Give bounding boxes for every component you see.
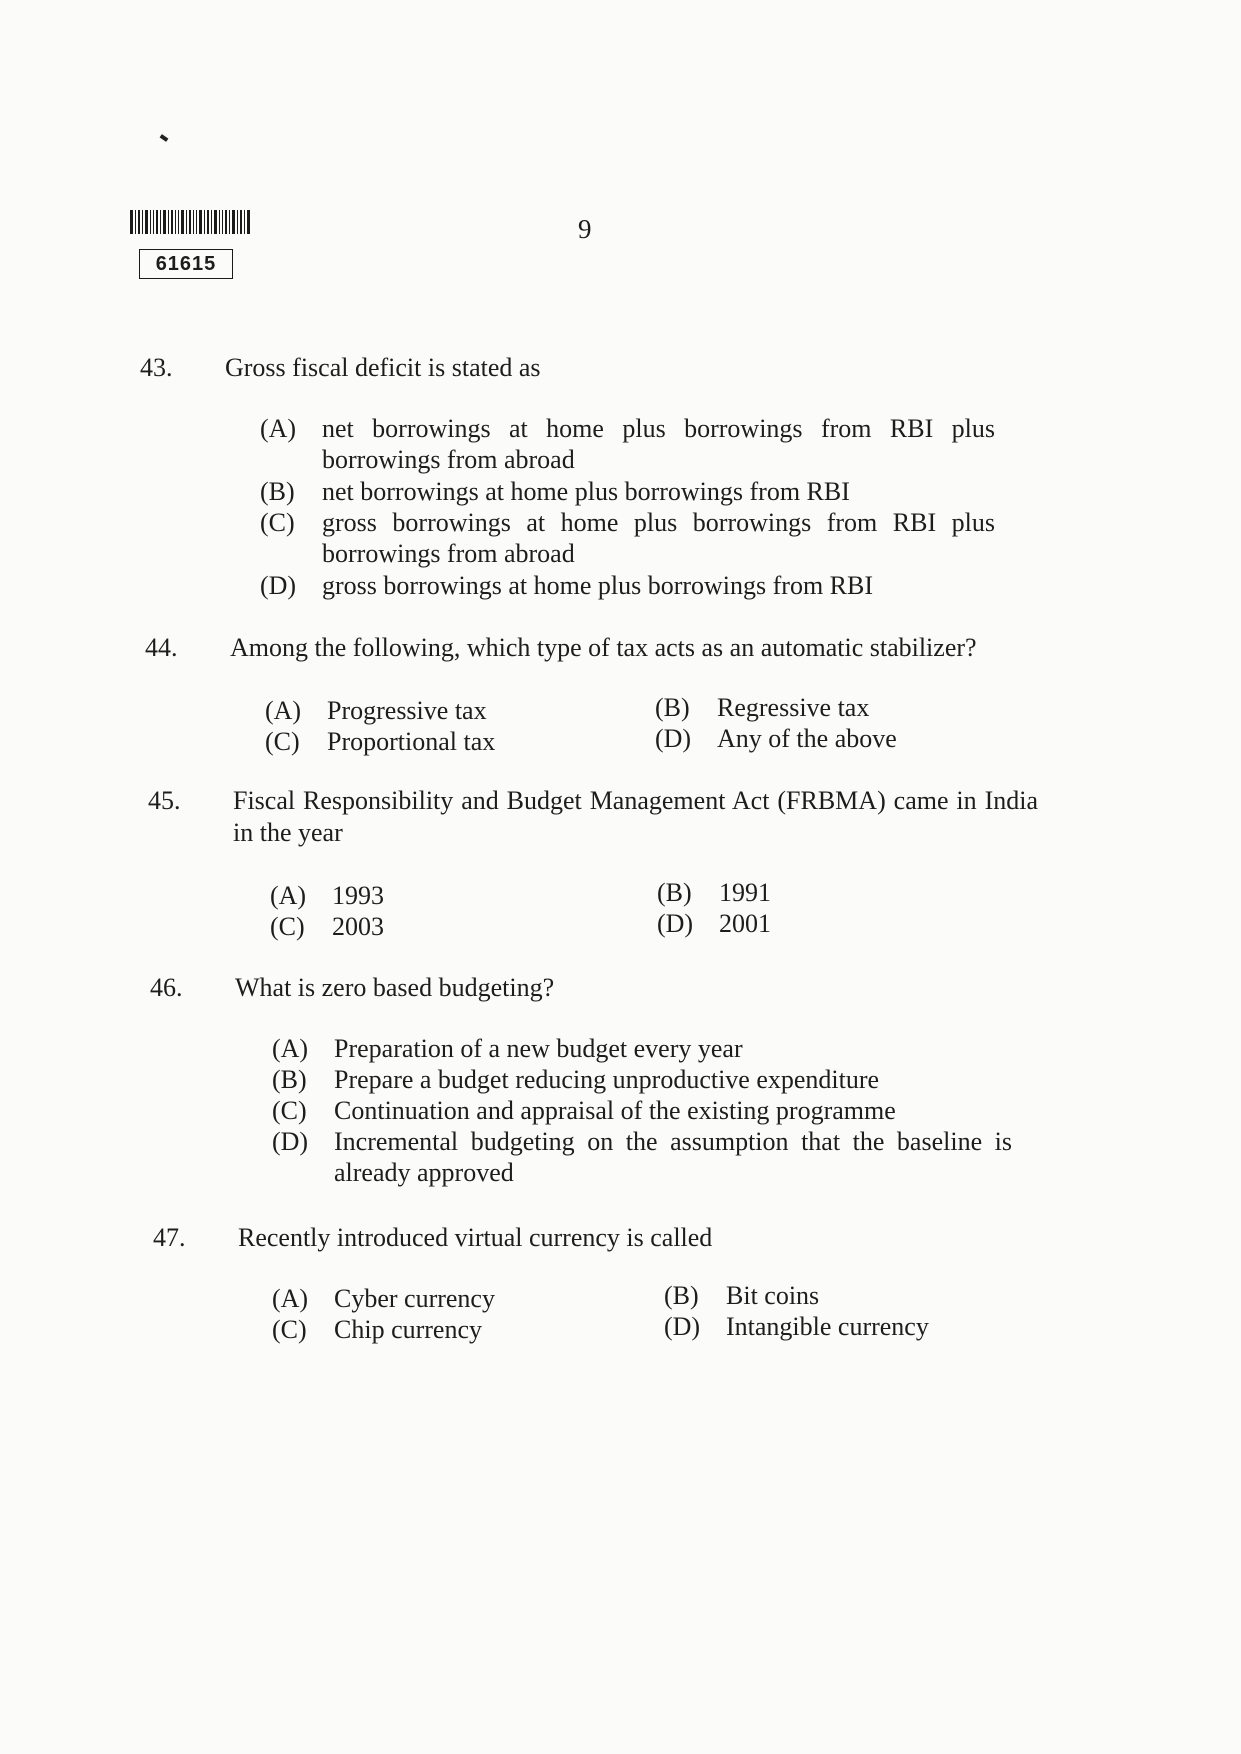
barcode-bar	[237, 210, 238, 234]
option-label: (C)	[272, 1096, 307, 1125]
question	[148, 785, 1048, 857]
barcode-bar	[163, 210, 166, 234]
option	[270, 911, 650, 942]
option	[657, 877, 1037, 908]
question-number: 44.	[145, 633, 178, 662]
barcode-bar	[186, 210, 187, 234]
option	[260, 476, 995, 507]
option	[272, 1095, 1012, 1126]
barcode-bar	[199, 210, 202, 234]
option-text: Any of the above	[717, 724, 897, 753]
barcode-bar	[193, 210, 194, 234]
option-label: (D)	[664, 1312, 701, 1341]
option	[272, 1283, 652, 1314]
option-label: (C)	[260, 508, 295, 537]
barcode-bar	[142, 210, 143, 234]
barcode-bar	[225, 210, 227, 234]
option-label: (B)	[664, 1281, 699, 1310]
option-label: (A)	[265, 696, 302, 725]
barcode-bar	[222, 210, 223, 234]
option-text: 2001	[719, 909, 771, 938]
question-number: 43.	[140, 353, 173, 382]
barcode-bar	[204, 210, 205, 234]
option-label: (B)	[657, 878, 692, 907]
barcode-bar	[214, 210, 217, 234]
option-label: (C)	[265, 727, 300, 756]
barcode	[130, 210, 286, 234]
option	[657, 908, 1037, 939]
barcode-bar	[135, 210, 136, 234]
barcode-bar	[150, 210, 151, 234]
option-label: (B)	[260, 477, 295, 506]
question-text: Gross fiscal deficit is stated as	[225, 353, 541, 382]
option-label: (A)	[270, 881, 307, 910]
barcode-bar	[196, 210, 197, 234]
option-text: Proportional tax	[327, 727, 496, 756]
option	[270, 880, 650, 911]
barcode-bar	[171, 210, 173, 234]
barcode-bar	[207, 210, 209, 234]
option-label: (D)	[272, 1127, 309, 1156]
stray-mark	[160, 134, 169, 142]
option	[272, 1033, 1012, 1064]
option-text: gross borrowings at home plus borrowings from RBI plus borrowings from abroad	[322, 508, 995, 568]
question-number: 46.	[150, 973, 183, 1002]
option-label: (C)	[272, 1315, 307, 1344]
option	[272, 1064, 1012, 1095]
option	[655, 723, 1035, 754]
option-label: (A)	[272, 1034, 309, 1063]
option	[664, 1311, 1044, 1342]
option	[664, 1280, 1044, 1311]
barcode-bar	[175, 210, 176, 234]
option-text: Cyber currency	[334, 1284, 495, 1313]
option-text: Progressive tax	[327, 696, 487, 725]
option	[260, 570, 995, 601]
option	[265, 726, 645, 757]
option-text: Regressive tax	[717, 693, 870, 722]
option-text: 2003	[332, 912, 384, 941]
option-text: Intangible currency	[726, 1312, 929, 1341]
barcode-bar	[153, 210, 154, 234]
option-text: net borrowings at home plus borrowings from RBI	[322, 477, 850, 506]
option-text: Preparation of a new budget every year	[334, 1034, 743, 1063]
option-text: Chip currency	[334, 1315, 483, 1344]
option	[272, 1314, 652, 1345]
option-text: Prepare a budget reducing unproductive expenditure	[334, 1065, 880, 1094]
option	[655, 692, 1035, 723]
barcode-bar	[130, 210, 133, 234]
barcode-bar	[160, 210, 161, 234]
barcode-bar	[156, 210, 158, 234]
option-text: gross borrowings at home plus borrowings from RBI	[322, 571, 874, 600]
question-text: Recently introduced virtual currency is called	[238, 1223, 713, 1252]
option-text: Incremental budgeting on the assumption that the baseline is already approved	[334, 1127, 1012, 1187]
option-text: 1991	[719, 878, 771, 907]
barcode-bar	[178, 210, 179, 234]
option	[265, 695, 645, 726]
barcode-bar	[181, 210, 184, 234]
exam-code-box: 61615	[139, 249, 233, 279]
question	[145, 632, 1045, 672]
question	[140, 352, 1040, 392]
question-number: 45.	[148, 786, 181, 815]
barcode-bar	[211, 210, 212, 234]
question-text: Among the following, which type of tax acts as an automatic stabilizer?	[230, 633, 977, 662]
barcode-bar	[229, 210, 230, 234]
option	[260, 413, 995, 475]
barcode-bar	[145, 210, 148, 234]
option-text: 1993	[332, 881, 384, 910]
barcode-bar	[247, 210, 250, 234]
question	[150, 972, 1050, 1012]
barcode-bar	[168, 210, 169, 234]
option-text: Continuation and appraisal of the existing programme	[334, 1096, 896, 1125]
option-label: (D)	[655, 724, 692, 753]
option-label: (D)	[657, 909, 694, 938]
option-text: Bit coins	[726, 1281, 820, 1310]
page-number: 9	[578, 214, 592, 244]
question-text: Fiscal Responsibility and Budget Management Act (FRBMA) came in India in the year	[233, 786, 1038, 847]
option-text: net borrowings at home plus borrowings from RBI plus borrowings from abroad	[322, 414, 995, 474]
barcode-bar	[240, 210, 242, 234]
option	[260, 507, 995, 569]
question-number: 47.	[153, 1223, 186, 1252]
option-label: (D)	[260, 571, 297, 600]
option-label: (B)	[272, 1065, 307, 1094]
option-label: (A)	[272, 1284, 309, 1313]
question-text: What is zero based budgeting?	[235, 973, 555, 1002]
option-label: (C)	[270, 912, 305, 941]
option-label: (A)	[260, 414, 297, 443]
barcode-bar	[232, 210, 235, 234]
option	[272, 1126, 1012, 1188]
barcode-bar	[244, 210, 245, 234]
barcode-bar	[189, 210, 191, 234]
barcode-bar	[138, 210, 140, 234]
option-label: (B)	[655, 693, 690, 722]
barcode-bar	[219, 210, 220, 234]
question	[153, 1222, 1053, 1262]
